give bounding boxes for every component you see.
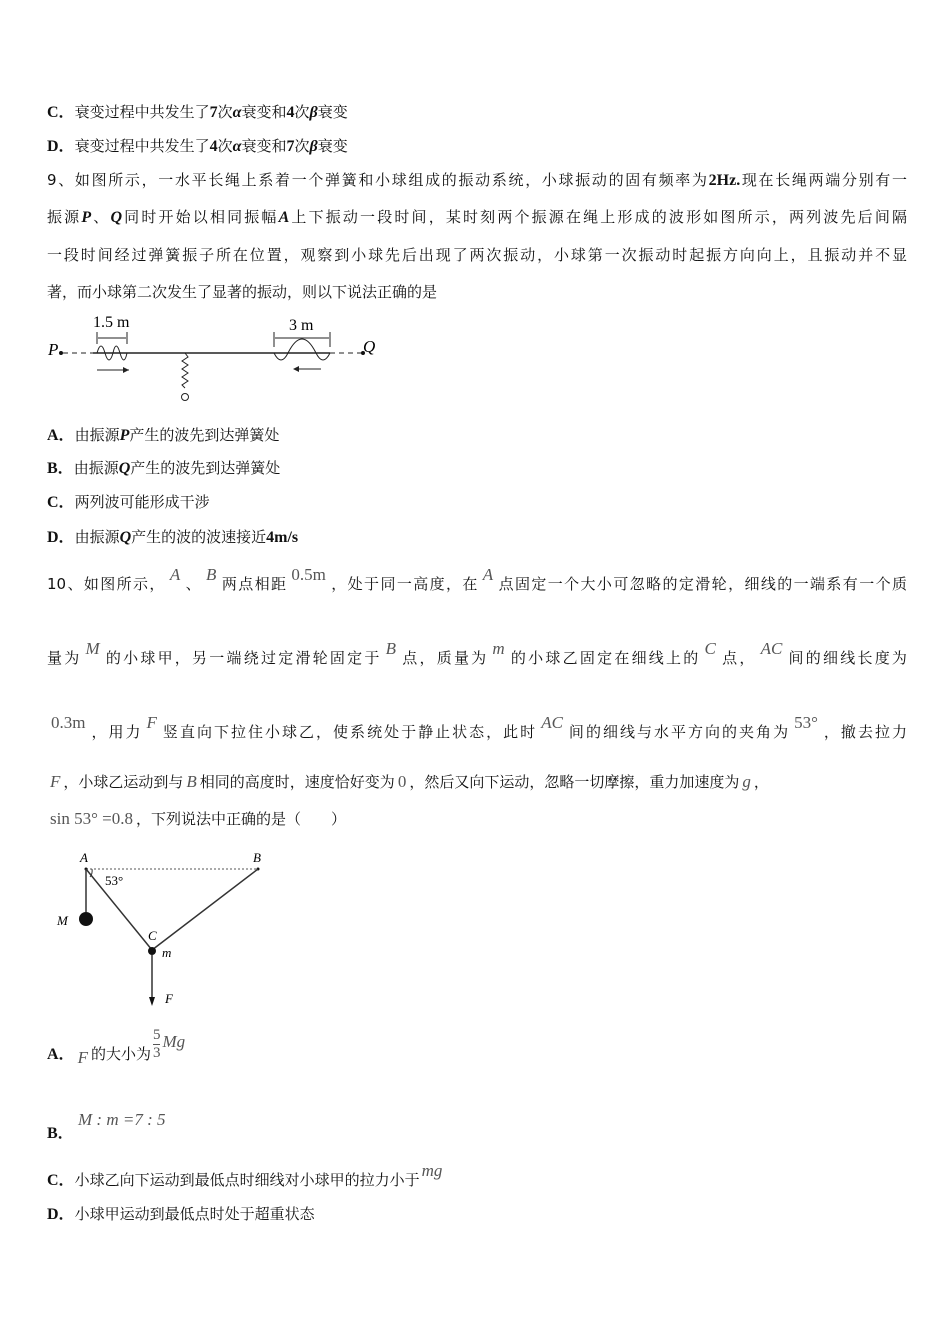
option-text: 的大小为 [90, 1045, 151, 1063]
option-label: D． [47, 1206, 75, 1223]
math-value: 0 [397, 772, 407, 791]
q10-option-a [47, 1027, 907, 1075]
option-label: C． [47, 1172, 75, 1189]
option-text: 小球乙向下运动到最低点时细线对小球甲的拉力小于 [74, 1171, 420, 1189]
text-run: 上下振动一段时间，某时刻两个振源在绳上形成的波形如图所示，两列波先后间隔 [289, 208, 907, 226]
q8-option-c [47, 102, 907, 123]
text-run: 产生的波先到达弹簧处 [130, 459, 281, 477]
text-run: 的小球甲，另一端绕过定滑轮固定于 [103, 649, 382, 667]
math-value: 0.3m [51, 713, 86, 732]
text-run: 两列波可能形成干涉 [74, 493, 210, 511]
math-symbol: A [482, 565, 494, 584]
text-run: 点， [719, 649, 757, 667]
q10-stem-line [47, 713, 907, 742]
q9-option-b [47, 458, 907, 479]
text-run: ，然后又向下运动，忽略一切摩擦，重力加速度为 [409, 773, 740, 791]
text-run: 次 [217, 137, 233, 155]
option-text: 小球甲运动到最低点时处于超重状态 [74, 1205, 315, 1223]
q9-stem-line [47, 170, 907, 191]
math-symbol: g [742, 772, 751, 791]
fraction [153, 1027, 161, 1062]
text-run: 量为 [47, 649, 82, 667]
text-run: 10、如图所示， [47, 575, 166, 593]
bold-text: D． [47, 138, 75, 155]
bold-text: 7 [209, 104, 218, 121]
math-symbol: F [146, 713, 157, 732]
text-run: 衰变和 [241, 137, 287, 155]
text-run: 竖直向下拉住小球乙，使系统处于静止状态，此时 [160, 723, 538, 741]
text-run: 衰变过程中共发生了 [74, 137, 210, 155]
text-run: 由振源 [73, 459, 119, 477]
q10-option-c [47, 1161, 907, 1191]
math-value: 53° [794, 713, 818, 732]
denominator: 3 [152, 1045, 161, 1061]
bold-text: D． [47, 529, 75, 546]
italic-symbol: P [81, 209, 92, 226]
q9-stem-line [47, 207, 907, 228]
q10-stem-line [47, 565, 907, 594]
math-symbol: F [50, 772, 61, 791]
q9-option-c [47, 492, 907, 513]
q9-wave-figure [40, 300, 390, 410]
math-symbol: m [492, 639, 505, 658]
text-run: 一段时间经过弹簧振子所在位置，观察到小球先后出现了两次振动，小球第一次振动时起振方向向上，且振动并不显 [47, 246, 907, 264]
q10-stem-line [47, 639, 907, 668]
math-symbol: B [206, 565, 217, 584]
text-run: 次 [294, 137, 310, 155]
text-run: 点，质量为 [400, 649, 489, 667]
italic-symbol: α [232, 138, 242, 155]
text-run: 次 [217, 103, 233, 121]
text-run: 的小球乙固定在细线上的 [508, 649, 701, 667]
q9-option-a [47, 425, 907, 446]
bold-text: B． [47, 460, 74, 477]
italic-symbol: P [119, 427, 130, 444]
bold-text: 4 [286, 104, 295, 121]
bold-text: 2Hz. [708, 172, 741, 189]
label-big-m: M [57, 913, 68, 928]
text-run: 两点相距 [220, 575, 288, 593]
q10-pulley-figure [40, 840, 280, 1020]
text-run: 次 [294, 103, 310, 121]
text-run: ， [753, 773, 769, 791]
math-tail: Mg [162, 1032, 186, 1051]
angle-label: 53° [105, 873, 124, 888]
italic-symbol: α [232, 104, 242, 121]
math-var: F [77, 1048, 88, 1067]
math-expr: M : m =7 : 5 [78, 1110, 166, 1129]
text-run: 衰变过程中共发生了 [74, 103, 210, 121]
math-value: sin 53° =0.8 [50, 809, 133, 828]
q10-stem-line [47, 772, 907, 792]
text-run: 由振源 [74, 528, 120, 546]
math-symbol: AC [760, 639, 783, 658]
q10-option-b [47, 1110, 907, 1150]
text-run: 间的细线与水平方向的夹角为 [566, 723, 791, 741]
q8-option-d [47, 136, 907, 157]
label-f: F [165, 991, 173, 1006]
text-run: 、 [91, 208, 111, 226]
text-run: 衰变和 [241, 103, 287, 121]
math-symbol: AC [541, 713, 563, 732]
q9-option-d [47, 527, 907, 548]
text-run: 点固定一个大小可忽略的定滑轮，细线的一端系有一个质 [497, 575, 907, 593]
italic-symbol: β [309, 138, 318, 155]
q9-stem-line [47, 282, 907, 302]
label-b: B [253, 850, 261, 865]
math-symbol: M [85, 639, 100, 658]
text-run: ，处于同一高度，在 [329, 575, 479, 593]
italic-symbol: Q [110, 209, 122, 226]
option-label: A． [47, 1046, 75, 1063]
text-run: 著，而小球第二次发生了显著的振动，则以下说法正确的是 [47, 283, 438, 301]
math-symbol: A [169, 565, 181, 584]
text-run: 振源 [47, 208, 82, 226]
text-run: 产生的波的波速接近 [131, 528, 267, 546]
text-run: ，用力 [89, 723, 143, 741]
math-symbol: C [704, 639, 716, 658]
label-c: C [148, 928, 157, 943]
q10-option-d [47, 1204, 907, 1225]
label-small-m: m [162, 945, 172, 960]
text-run: 同时开始以相同振幅 [122, 208, 279, 226]
text-run: 现在长绳两端分别有一 [740, 171, 907, 189]
bold-text: C． [47, 104, 75, 121]
italic-symbol: Q [119, 529, 132, 546]
text-run: ，小球乙运动到与 [63, 773, 184, 791]
text-run: 、 [184, 575, 203, 593]
bold-text: 7 [286, 138, 295, 155]
math-symbol: B [385, 639, 397, 658]
italic-symbol: β [309, 104, 318, 121]
math-var: mg [421, 1161, 443, 1180]
q9-stem-line [47, 245, 907, 265]
left-wavelength: 1.5 m [93, 314, 130, 331]
text-run: 产生的波先到达弹簧处 [129, 426, 280, 444]
math-symbol: B [186, 772, 197, 791]
option-label: B． [47, 1125, 74, 1142]
text-run: ，下列说法中正确的是（ ） [135, 810, 346, 828]
text-run: 相同的高度时，速度恰好变为 [199, 773, 395, 791]
label-p: P [48, 340, 59, 359]
bold-text: 4m/s [266, 529, 299, 546]
text-run: 间的细线长度为 [786, 649, 907, 667]
q10-stem-line [47, 809, 907, 829]
numerator: 5 [152, 1027, 161, 1043]
right-wavelength: 3 m [289, 317, 314, 334]
label-q: Q [363, 337, 376, 356]
bold-text: C． [47, 494, 75, 511]
bold-text: A． [47, 427, 75, 444]
math-value: 0.5m [291, 565, 326, 584]
italic-symbol: Q [118, 460, 131, 477]
italic-symbol: A [278, 209, 290, 226]
text-run: 衰变 [317, 137, 348, 155]
text-run: ，撤去拉力 [821, 723, 907, 741]
text-run: 由振源 [74, 426, 120, 444]
bold-text: 4 [209, 138, 218, 155]
label-a: A [80, 850, 88, 865]
text-run: 衰变 [317, 103, 348, 121]
text-run: 9、如图所示，一水平长绳上系着一个弹簧和小球组成的振动系统，小球振动的固有频率为 [47, 171, 709, 189]
